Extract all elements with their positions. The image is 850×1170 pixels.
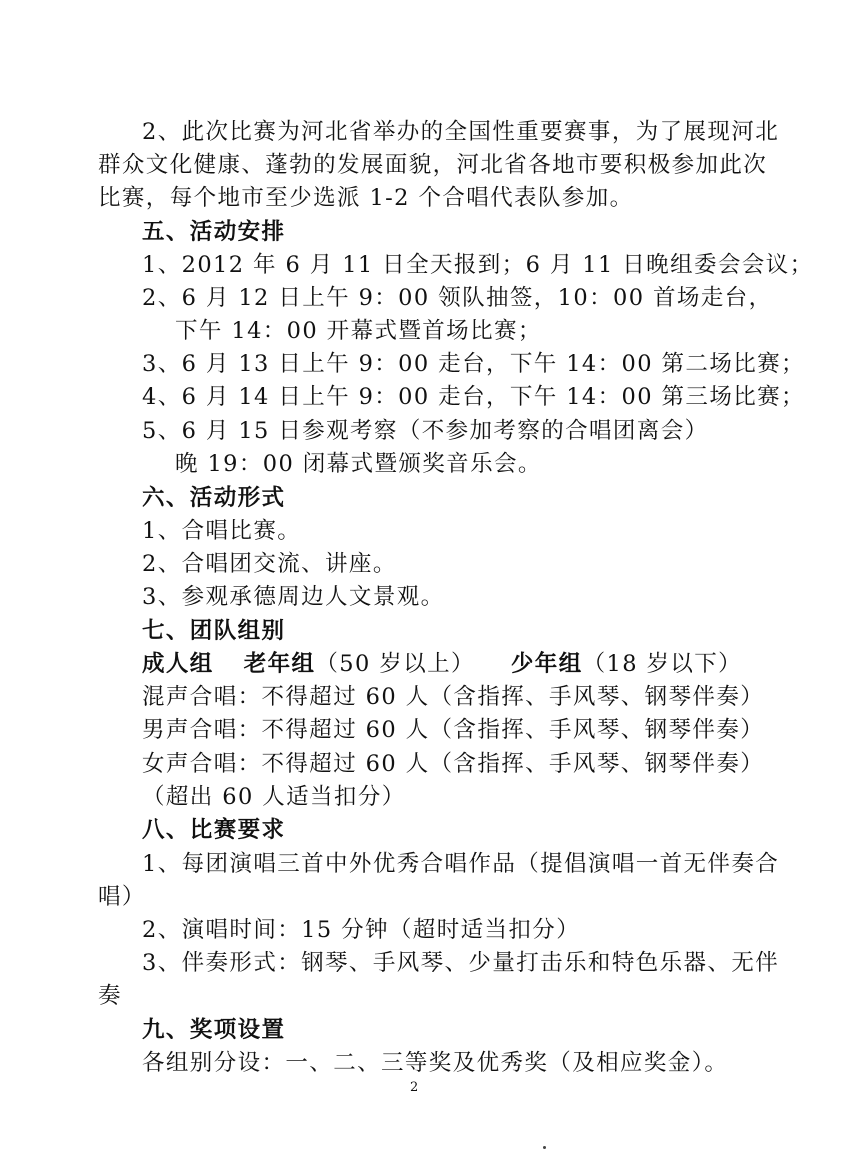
list-item: 5、6 月 15 日参观考察（不参加考察的合唱团离会）: [142, 418, 709, 444]
scan-speck: [543, 1146, 546, 1149]
group-junior: 少年组: [510, 651, 583, 677]
section-heading: 五、活动安排: [142, 219, 286, 245]
group-junior-note: （18 岁以下）: [582, 651, 743, 677]
list-item: （超出 60 人适当扣分）: [142, 784, 406, 810]
paragraph-line: 比赛，每个地市至少选派 1-2 个合唱代表队参加。: [98, 185, 634, 211]
list-item: 4、6 月 14 日上午 9：00 走台，下午 14：00 第三场比赛；: [142, 384, 805, 410]
list-item: 1、2012 年 6 月 11 日全天报到；6 月 11 日晚组委会会议；: [142, 252, 814, 278]
paragraph-line: 各组别分设：一、二、三等奖及优秀奖（及相应奖金）。: [142, 1050, 729, 1076]
list-item: 奏: [98, 983, 122, 1009]
list-item: 男声合唱：不得超过 60 人（含指挥、手风琴、钢琴伴奏）: [142, 717, 765, 743]
group-senior-note: （50 岁以上）: [315, 651, 475, 677]
list-item: 2、演唱时间：15 分钟（超时适当扣分）: [142, 917, 581, 943]
group-categories-line: [142, 650, 742, 678]
paragraph-line: 群众文化健康、蓬勃的发展面貌，河北省各地市要积极参加此次: [98, 152, 768, 178]
page-number: 2: [410, 1080, 419, 1095]
group-adult: 成人组: [142, 651, 214, 677]
list-item: 女声合唱：不得超过 60 人（含指挥、手风琴、钢琴伴奏）: [142, 751, 765, 777]
section-heading: 八、比赛要求: [142, 817, 286, 843]
section-heading: 九、奖项设置: [142, 1017, 286, 1043]
group-senior: 老年组: [243, 651, 316, 677]
list-item: 3、6 月 13 日上午 9：00 走台，下午 14：00 第二场比赛；: [142, 351, 805, 377]
paragraph-line: 2、此次比赛为河北省举办的全国性重要赛事，为了展现河北: [142, 119, 780, 145]
list-item: 1、合唱比赛。: [142, 518, 302, 544]
list-item: 2、合唱团交流、讲座。: [142, 551, 397, 577]
list-item: 晚 19：00 闭幕式暨颁奖音乐会。: [175, 451, 542, 477]
list-item: 1、每团演唱三首中外优秀合唱作品（提倡演唱一首无伴奏合: [142, 851, 780, 877]
list-item: 3、参观承德周边人文景观。: [142, 584, 445, 610]
list-item: 2、6 月 12 日上午 9：00 领队抽签，10：00 首场走台，: [142, 285, 773, 311]
section-heading: 七、团队组别: [142, 618, 286, 644]
section-heading: 六、活动形式: [142, 485, 286, 511]
list-item: 下午 14：00 开幕式暨首场比赛；: [175, 318, 542, 344]
list-item: 唱）: [98, 884, 146, 910]
list-item: 3、伴奏形式：钢琴、手风琴、少量打击乐和特色乐器、无伴: [142, 950, 780, 976]
list-item: 混声合唱：不得超过 60 人（含指挥、手风琴、钢琴伴奏）: [142, 684, 765, 710]
